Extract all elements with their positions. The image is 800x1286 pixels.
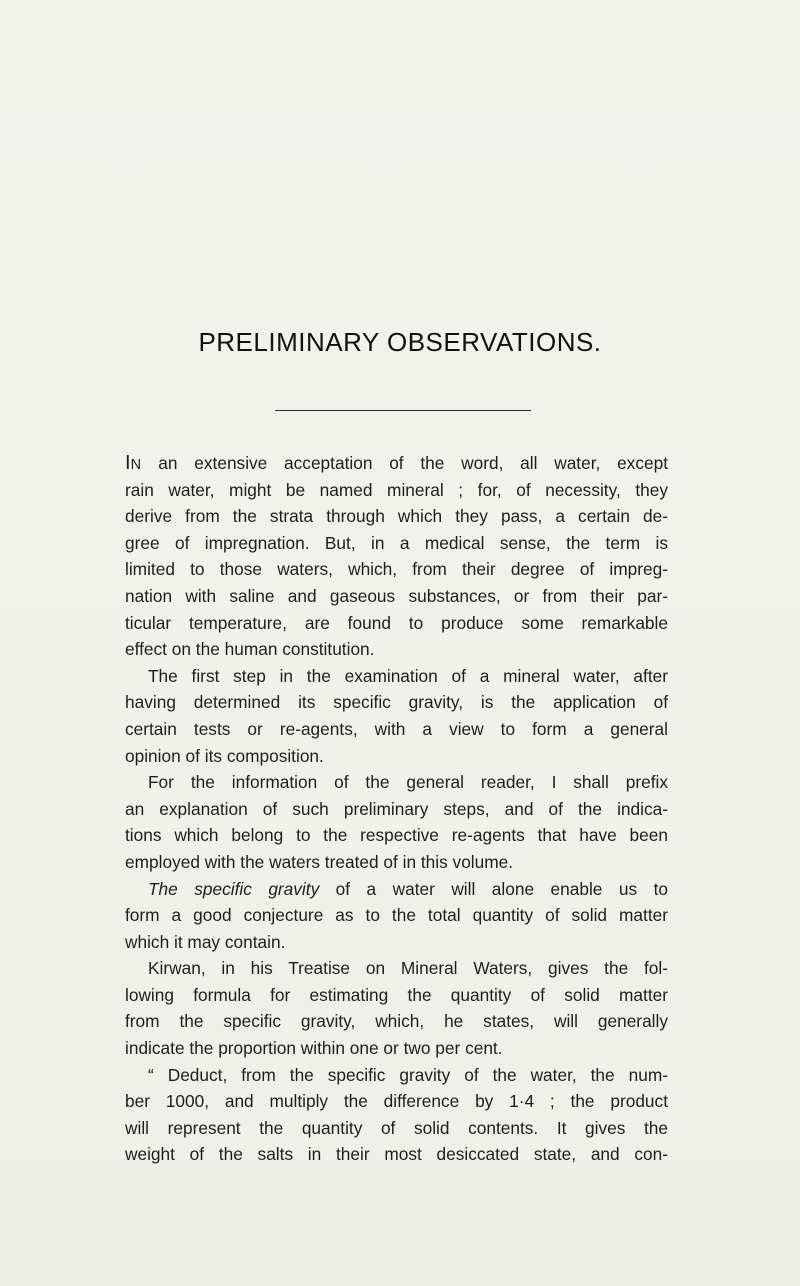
- text-line: gree of impregnation. But, in a medical sense, the term is: [125, 532, 668, 553]
- text-line: ticular temperature, are found to produce some remarkable: [125, 612, 668, 633]
- italic-term: The specific gravity: [148, 878, 320, 899]
- text-line: an explanation of such preliminary steps, and of the indica-: [125, 798, 668, 819]
- text-line: effect on the human constitution.: [125, 639, 375, 660]
- text-line: ber 1000, and multiply the difference by 1·4 ; the product: [125, 1091, 668, 1112]
- body-text: [125, 450, 668, 1168]
- text-line: The specific gravity of a water will alone enable us to: [148, 878, 668, 899]
- small-caps-lead: N: [130, 457, 142, 473]
- text-line: rain water, might be named mineral ; for, of necessity, they: [125, 479, 668, 500]
- text-line: form a good conjecture as to the total quantity of solid matter: [125, 905, 668, 926]
- text-line: For the information of the general reader, I shall prefix: [148, 772, 668, 793]
- text-line: derive from the strata through which they pass, a certain de-: [125, 506, 668, 527]
- text-line: “ Deduct, from the specific gravity of the water, the num-: [148, 1064, 668, 1085]
- drop-initial: I: [125, 452, 131, 474]
- text-line: IN an extensive acceptation of the word, all water, except: [125, 452, 668, 474]
- text-line: tions which belong to the respective re-agents that have been: [125, 825, 668, 846]
- text-line: indicate the proportion within one or two per cent.: [125, 1038, 503, 1059]
- text-line: which it may contain.: [125, 931, 286, 952]
- text-line: weight of the salts in their most desiccated state, and con-: [125, 1144, 668, 1165]
- text-line: The first step in the examination of a mineral water, after: [148, 665, 668, 686]
- text-line: Kirwan, in his Treatise on Mineral Waters, gives the fol-: [148, 958, 668, 979]
- title-rule: [275, 410, 531, 411]
- chapter-title: PRELIMINARY OBSERVATIONS.: [198, 327, 602, 357]
- text-line: from the specific gravity, which, he states, will generally: [125, 1011, 668, 1032]
- text-line: opinion of its composition.: [125, 745, 324, 766]
- text-line: nation with saline and gaseous substances, or from their par-: [125, 585, 668, 606]
- text-line: limited to those waters, which, from their degree of impreg-: [125, 559, 668, 580]
- text-line: lowing formula for estimating the quantity of solid matter: [125, 984, 668, 1005]
- text-line: employed with the waters treated of in this volume.: [125, 851, 514, 872]
- text-line: certain tests or re-agents, with a view to form a general: [125, 718, 668, 739]
- text-line: will represent the quantity of solid contents. It gives the: [125, 1117, 668, 1138]
- text-line: having determined its specific gravity, is the application of: [125, 692, 668, 713]
